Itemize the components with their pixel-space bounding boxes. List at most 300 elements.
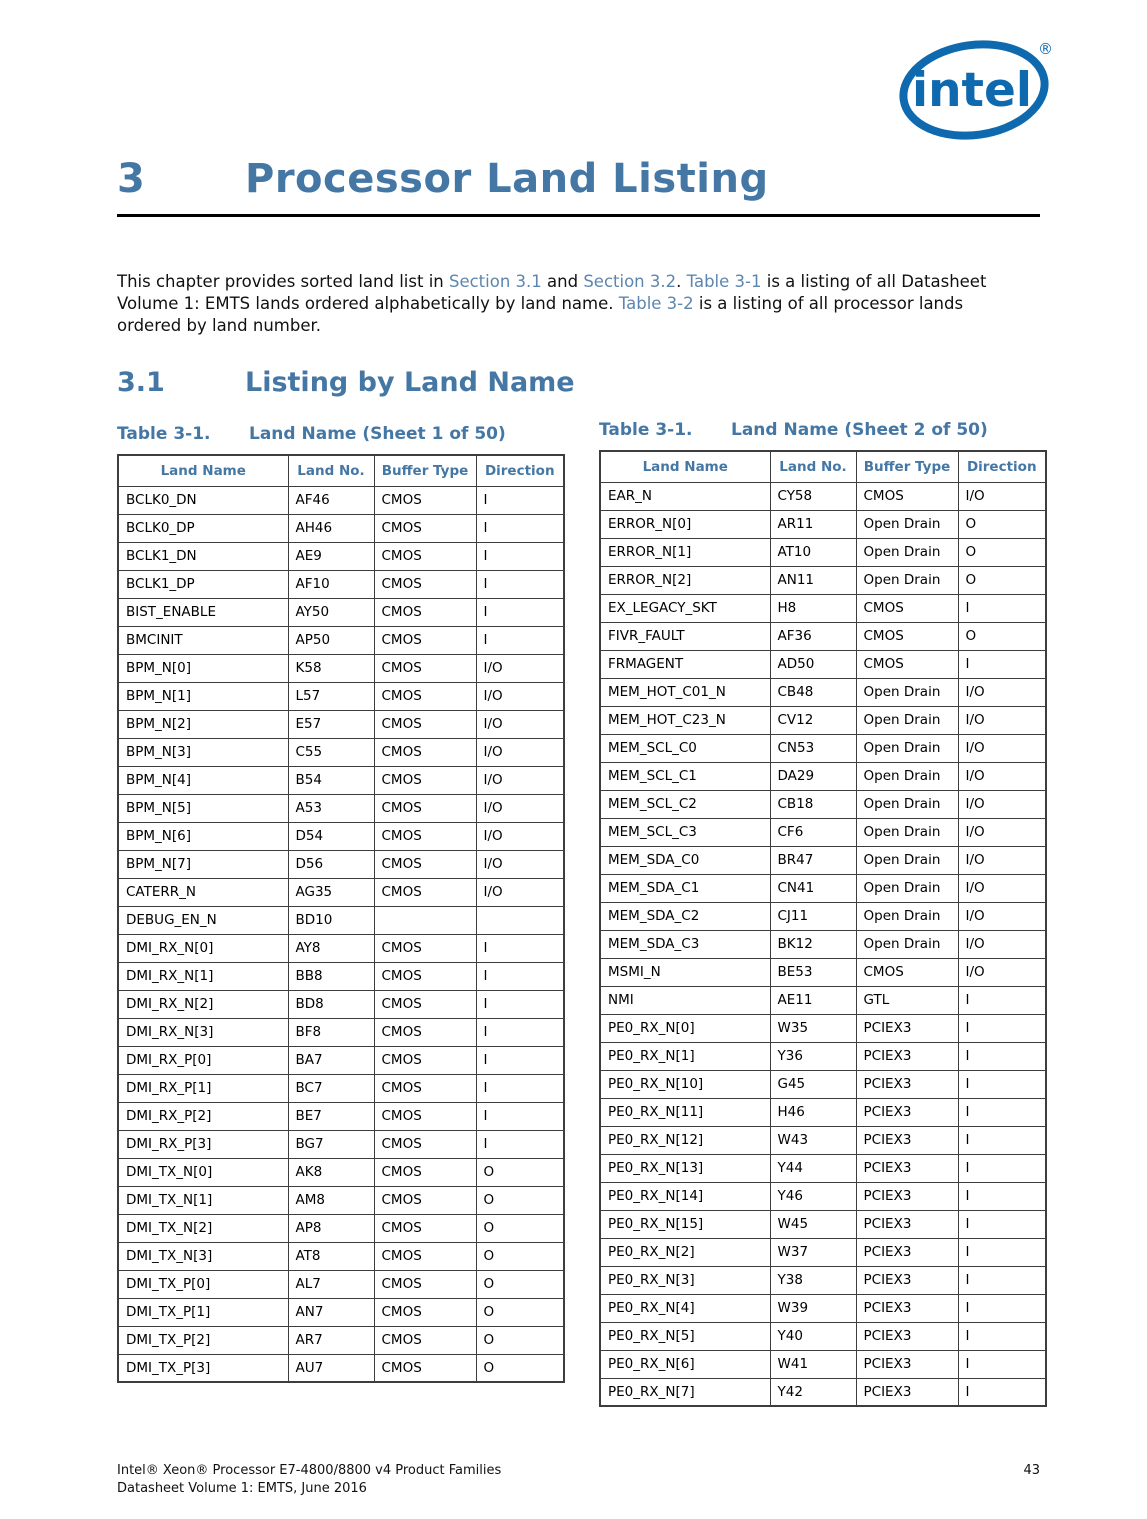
table-cell: CMOS: [374, 486, 476, 514]
table-cell: PE0_RX_N[13]: [600, 1154, 770, 1182]
table-row: [600, 510, 1046, 538]
table-cell: Open Drain: [856, 566, 958, 594]
table-row: [118, 766, 564, 794]
table-cell: L57: [288, 682, 374, 710]
table-cell: CMOS: [374, 1074, 476, 1102]
table-cell: BPM_N[3]: [118, 738, 288, 766]
table-cell: I: [958, 1378, 1046, 1406]
table-cell: AR7: [288, 1326, 374, 1354]
table-row: [600, 1266, 1046, 1294]
table-cell: BPM_N[4]: [118, 766, 288, 794]
table-cell: W39: [770, 1294, 856, 1322]
table-cell: PCIEX3: [856, 1210, 958, 1238]
table-row: [600, 1378, 1046, 1406]
table-cell: CMOS: [374, 990, 476, 1018]
table-cell: CB18: [770, 790, 856, 818]
table-row: [600, 1070, 1046, 1098]
table-cell: PE0_RX_N[11]: [600, 1098, 770, 1126]
column-header: Direction: [476, 455, 564, 486]
table-cell: CMOS: [374, 1186, 476, 1214]
table-cell: H46: [770, 1098, 856, 1126]
table-cell: PCIEX3: [856, 1322, 958, 1350]
table-cell: BCLK1_DP: [118, 570, 288, 598]
table-cell: AN7: [288, 1298, 374, 1326]
table-row: [118, 1046, 564, 1074]
table-cell: PE0_RX_N[6]: [600, 1350, 770, 1378]
table-row: [600, 538, 1046, 566]
table-cell: Y36: [770, 1042, 856, 1070]
table-cell: I: [476, 1130, 564, 1158]
table-row: [118, 1018, 564, 1046]
table-row: [118, 1326, 564, 1354]
table-row: [600, 1042, 1046, 1070]
table-cell: I/O: [958, 902, 1046, 930]
table-cell: EAR_N: [600, 482, 770, 510]
table-cell: Open Drain: [856, 930, 958, 958]
registered-mark: ®: [1038, 40, 1053, 58]
table-cell: CB48: [770, 678, 856, 706]
table-cell: DMI_RX_N[2]: [118, 990, 288, 1018]
table-cell: AP50: [288, 626, 374, 654]
table-cell: BCLK0_DN: [118, 486, 288, 514]
table-row: [118, 794, 564, 822]
table-cell: BPM_N[7]: [118, 850, 288, 878]
table-row: [118, 1074, 564, 1102]
table-cell: FIVR_FAULT: [600, 622, 770, 650]
table-cell: CMOS: [374, 962, 476, 990]
intel-logo-graphic: [898, 34, 1054, 142]
table-cell: Open Drain: [856, 902, 958, 930]
table-cell: MEM_HOT_C01_N: [600, 678, 770, 706]
table-cell: I/O: [958, 790, 1046, 818]
table-row: [118, 1186, 564, 1214]
table-cell: BE7: [288, 1102, 374, 1130]
table-2-caption: [599, 420, 1047, 440]
table-cell: Y46: [770, 1182, 856, 1210]
table-cell: MEM_HOT_C23_N: [600, 706, 770, 734]
section-number: 3.1: [117, 367, 165, 398]
table-cell: Open Drain: [856, 818, 958, 846]
link-section-3-1[interactable]: Section 3.1: [448, 272, 542, 291]
table-cell: CMOS: [374, 822, 476, 850]
table-cell: PCIEX3: [856, 1014, 958, 1042]
table-cell: CMOS: [374, 1242, 476, 1270]
table-cell: Open Drain: [856, 510, 958, 538]
table-row: [118, 850, 564, 878]
table-cell: I: [476, 934, 564, 962]
table-cell: I/O: [476, 850, 564, 878]
table-cell: BK12: [770, 930, 856, 958]
table-cell: Open Drain: [856, 706, 958, 734]
table-cell: Open Drain: [856, 734, 958, 762]
table-cell: D54: [288, 822, 374, 850]
table-cell: CMOS: [374, 878, 476, 906]
table-cell: CMOS: [856, 594, 958, 622]
table-cell: CMOS: [374, 1270, 476, 1298]
table-cell: PCIEX3: [856, 1182, 958, 1210]
table-cell: AT8: [288, 1242, 374, 1270]
table-cell: Y38: [770, 1266, 856, 1294]
tables-row: [117, 420, 1147, 1407]
land-name-table-sheet-2: [599, 450, 1047, 1407]
table-row: [118, 682, 564, 710]
table-cell: I: [958, 986, 1046, 1014]
table-cell: CMOS: [374, 1018, 476, 1046]
section-title: Listing by Land Name: [245, 367, 575, 398]
table-cell: CMOS: [374, 1326, 476, 1354]
table-cell: AF46: [288, 486, 374, 514]
table-cell: DMI_RX_N[1]: [118, 962, 288, 990]
table-cell: GTL: [856, 986, 958, 1014]
table-row: [600, 1098, 1046, 1126]
table-cell: MEM_SCL_C3: [600, 818, 770, 846]
table-cell: I: [958, 1238, 1046, 1266]
table-cell: BCLK0_DP: [118, 514, 288, 542]
table-row: [118, 710, 564, 738]
table-row: [118, 570, 564, 598]
chapter-number: 3: [117, 156, 145, 202]
table-cell: Y42: [770, 1378, 856, 1406]
table-row: [118, 598, 564, 626]
header-row: [118, 455, 564, 486]
column-header: Buffer Type: [856, 451, 958, 482]
table-cell: CMOS: [374, 654, 476, 682]
table-row: [118, 962, 564, 990]
table-cell: PE0_RX_N[12]: [600, 1126, 770, 1154]
table-1-title: Land Name (Sheet 1 of 50): [249, 424, 506, 444]
table-cell: PCIEX3: [856, 1266, 958, 1294]
table-cell: O: [476, 1298, 564, 1326]
table-cell: CJ11: [770, 902, 856, 930]
table-cell: PCIEX3: [856, 1070, 958, 1098]
table-cell: I: [476, 542, 564, 570]
table-row: [600, 566, 1046, 594]
footer-line-2: Datasheet Volume 1: EMTS, June 2016: [117, 1481, 367, 1496]
table-cell: I/O: [476, 794, 564, 822]
table-cell: E57: [288, 710, 374, 738]
table-cell: CV12: [770, 706, 856, 734]
table-cell: ERROR_N[1]: [600, 538, 770, 566]
table-cell: I: [476, 1046, 564, 1074]
table-row: [600, 902, 1046, 930]
table-cell: I: [476, 990, 564, 1018]
table-row: [600, 622, 1046, 650]
table-row: [118, 1214, 564, 1242]
table-row: [600, 818, 1046, 846]
table-cell: BG7: [288, 1130, 374, 1158]
table-cell: I: [958, 1210, 1046, 1238]
table-row: [118, 654, 564, 682]
intro-text: This chapter provides sorted land list in: [117, 272, 449, 291]
intro-text: .: [676, 272, 687, 291]
table-row: [118, 1354, 564, 1382]
table-sheet-2: [599, 420, 1047, 1407]
table-cell: CMOS: [374, 1354, 476, 1382]
table-row: [600, 846, 1046, 874]
table-cell: BD10: [288, 906, 374, 934]
table-cell: AH46: [288, 514, 374, 542]
table-cell: DMI_RX_P[3]: [118, 1130, 288, 1158]
table-cell: O: [958, 566, 1046, 594]
table-cell: BPM_N[5]: [118, 794, 288, 822]
table-cell: AE11: [770, 986, 856, 1014]
table-cell: O: [476, 1158, 564, 1186]
table-cell: AY8: [288, 934, 374, 962]
table-cell: I: [476, 570, 564, 598]
table-cell: I: [476, 1018, 564, 1046]
table-cell: I: [476, 514, 564, 542]
table-cell: BCLK1_DN: [118, 542, 288, 570]
table-cell: I/O: [476, 738, 564, 766]
table-cell: PE0_RX_N[0]: [600, 1014, 770, 1042]
table-cell: I/O: [958, 734, 1046, 762]
table-cell: I: [958, 1154, 1046, 1182]
table-cell: MSMI_N: [600, 958, 770, 986]
table-cell: O: [476, 1354, 564, 1382]
table-row: [118, 934, 564, 962]
table-cell: I: [958, 1266, 1046, 1294]
table-row: [600, 734, 1046, 762]
table-row: [118, 1158, 564, 1186]
table-cell: PE0_RX_N[3]: [600, 1266, 770, 1294]
table-cell: CMOS: [374, 794, 476, 822]
intro-text: is a listing of all processor lands ordered by land number.: [117, 294, 964, 335]
table-cell: CATERR_N: [118, 878, 288, 906]
table-cell: PCIEX3: [856, 1042, 958, 1070]
table-row: [600, 706, 1046, 734]
table-cell: CMOS: [374, 710, 476, 738]
table-cell: AU7: [288, 1354, 374, 1382]
table-cell: AF10: [288, 570, 374, 598]
table-cell: PE0_RX_N[15]: [600, 1210, 770, 1238]
table-cell: CMOS: [374, 1298, 476, 1326]
table-cell: CMOS: [856, 482, 958, 510]
table-cell: CMOS: [374, 626, 476, 654]
table-cell: BD8: [288, 990, 374, 1018]
table-row: [600, 1182, 1046, 1210]
column-header: Buffer Type: [374, 455, 476, 486]
table-sheet-1: [117, 424, 565, 1383]
table-row: [600, 958, 1046, 986]
table-cell: I: [958, 1098, 1046, 1126]
table-cell: AR11: [770, 510, 856, 538]
table-cell: AG35: [288, 878, 374, 906]
table-cell: DEBUG_EN_N: [118, 906, 288, 934]
table-row: [118, 738, 564, 766]
table-row: [600, 1238, 1046, 1266]
table-cell: PCIEX3: [856, 1350, 958, 1378]
table-cell: I/O: [958, 846, 1046, 874]
intro-text: and: [541, 272, 584, 291]
intel-logo-text: intel: [911, 63, 1033, 118]
table-cell: I/O: [958, 930, 1046, 958]
table-row: [600, 1210, 1046, 1238]
table-cell: Open Drain: [856, 538, 958, 566]
table-cell: BB8: [288, 962, 374, 990]
table-row: [600, 678, 1046, 706]
table-cell: PE0_RX_N[14]: [600, 1182, 770, 1210]
table-cell: I: [476, 1102, 564, 1130]
table-cell: BMCINIT: [118, 626, 288, 654]
table-cell: I: [476, 1074, 564, 1102]
intro-text: is a listing of all Datasheet Volume 1: EMTS lands ordered alphabetically by land name.: [117, 272, 987, 313]
table-cell: PCIEX3: [856, 1378, 958, 1406]
table-cell: I: [476, 486, 564, 514]
table-cell: MEM_SDA_C1: [600, 874, 770, 902]
table-cell: I: [958, 650, 1046, 678]
table-cell: PE0_RX_N[10]: [600, 1070, 770, 1098]
table-cell: I: [958, 1126, 1046, 1154]
table-cell: B54: [288, 766, 374, 794]
link-table-3-1[interactable]: Table 3-1: [686, 272, 762, 291]
intro-paragraph: [117, 271, 1029, 337]
table-cell: I/O: [476, 682, 564, 710]
table-row: [600, 930, 1046, 958]
table-cell: I: [958, 1042, 1046, 1070]
table-cell: CMOS: [856, 958, 958, 986]
table-row: [600, 594, 1046, 622]
table-row: [600, 1350, 1046, 1378]
table-row: [118, 822, 564, 850]
table-cell: DMI_TX_P[0]: [118, 1270, 288, 1298]
table-row: [600, 1294, 1046, 1322]
table-row: [600, 1126, 1046, 1154]
table-cell: DMI_TX_N[1]: [118, 1186, 288, 1214]
table-row: [600, 1322, 1046, 1350]
table-row: [600, 482, 1046, 510]
table-1-caption: [117, 424, 565, 444]
table-row: [118, 486, 564, 514]
table-cell: H8: [770, 594, 856, 622]
table-row: [118, 1242, 564, 1270]
table-cell: MEM_SDA_C3: [600, 930, 770, 958]
table-cell: NMI: [600, 986, 770, 1014]
table-cell: I/O: [958, 762, 1046, 790]
table-cell: MEM_SCL_C0: [600, 734, 770, 762]
table-cell: K58: [288, 654, 374, 682]
table-cell: I/O: [958, 818, 1046, 846]
table-cell: CMOS: [374, 1158, 476, 1186]
table-cell: I/O: [958, 958, 1046, 986]
table-cell: AE9: [288, 542, 374, 570]
table-cell: AP8: [288, 1214, 374, 1242]
footer-document-info: [117, 1462, 501, 1498]
table-cell: BPM_N[6]: [118, 822, 288, 850]
link-section-3-2[interactable]: Section 3.2: [583, 272, 677, 291]
table-cell: MEM_SCL_C1: [600, 762, 770, 790]
table-cell: DMI_TX_P[2]: [118, 1326, 288, 1354]
column-header: Land Name: [118, 455, 288, 486]
table-cell: EX_LEGACY_SKT: [600, 594, 770, 622]
table-cell: AM8: [288, 1186, 374, 1214]
column-header: Land No.: [288, 455, 374, 486]
table-cell: W45: [770, 1210, 856, 1238]
table-cell: AF36: [770, 622, 856, 650]
table-cell: CMOS: [856, 650, 958, 678]
table-cell: PCIEX3: [856, 1154, 958, 1182]
table-cell: I/O: [958, 874, 1046, 902]
column-header: Land No.: [770, 451, 856, 482]
table-cell: AL7: [288, 1270, 374, 1298]
table-cell: BA7: [288, 1046, 374, 1074]
table-row: [600, 650, 1046, 678]
table-cell: G45: [770, 1070, 856, 1098]
table-cell: CF6: [770, 818, 856, 846]
table-cell: W41: [770, 1350, 856, 1378]
table-row: [118, 514, 564, 542]
table-cell: I/O: [476, 710, 564, 738]
table-cell: DMI_RX_P[1]: [118, 1074, 288, 1102]
table-cell: BPM_N[1]: [118, 682, 288, 710]
link-table-3-2[interactable]: Table 3-2: [618, 294, 694, 313]
header-row: [600, 451, 1046, 482]
table-cell: MEM_SDA_C2: [600, 902, 770, 930]
table-1-label: Table 3-1.: [117, 424, 211, 444]
table-cell: DMI_RX_N[0]: [118, 934, 288, 962]
page-number: 43: [1023, 1463, 1040, 1478]
page-footer: [117, 1462, 1040, 1498]
table-cell: W43: [770, 1126, 856, 1154]
table-cell: Y40: [770, 1322, 856, 1350]
table-cell: O: [476, 1214, 564, 1242]
table-cell: Open Drain: [856, 678, 958, 706]
table-cell: PE0_RX_N[4]: [600, 1294, 770, 1322]
table-row: [118, 878, 564, 906]
table-cell: I: [958, 1014, 1046, 1042]
table-cell: W37: [770, 1238, 856, 1266]
table-cell: PE0_RX_N[5]: [600, 1322, 770, 1350]
table-cell: CMOS: [374, 598, 476, 626]
table-row: [118, 990, 564, 1018]
table-cell: CMOS: [374, 1214, 476, 1242]
table-cell: BF8: [288, 1018, 374, 1046]
table-cell: O: [476, 1326, 564, 1354]
table-cell: AK8: [288, 1158, 374, 1186]
table-cell: [476, 906, 564, 934]
table-cell: I/O: [958, 482, 1046, 510]
table-cell: I/O: [476, 654, 564, 682]
table-cell: FRMAGENT: [600, 650, 770, 678]
table-cell: DMI_TX_P[3]: [118, 1354, 288, 1382]
table-cell: I/O: [476, 822, 564, 850]
table-cell: BR47: [770, 846, 856, 874]
table-cell: CMOS: [374, 766, 476, 794]
table-row: [118, 1298, 564, 1326]
table-cell: DMI_TX_P[1]: [118, 1298, 288, 1326]
table-cell: I: [958, 1294, 1046, 1322]
table-cell: PCIEX3: [856, 1098, 958, 1126]
column-header: Direction: [958, 451, 1046, 482]
table-row: [600, 762, 1046, 790]
table-cell: I: [958, 1322, 1046, 1350]
table-cell: ERROR_N[2]: [600, 566, 770, 594]
table-cell: I: [476, 598, 564, 626]
table-cell: CMOS: [374, 738, 476, 766]
table-2-title: Land Name (Sheet 2 of 50): [731, 420, 988, 440]
table-row: [600, 874, 1046, 902]
table-cell: I: [958, 1182, 1046, 1210]
table-cell: MEM_SCL_C2: [600, 790, 770, 818]
table-cell: DMI_RX_N[3]: [118, 1018, 288, 1046]
table-cell: Y44: [770, 1154, 856, 1182]
table-cell: I: [958, 1350, 1046, 1378]
table-cell: PE0_RX_N[1]: [600, 1042, 770, 1070]
table-cell: BPM_N[2]: [118, 710, 288, 738]
table-cell: C55: [288, 738, 374, 766]
table-cell: A53: [288, 794, 374, 822]
table-cell: Open Drain: [856, 846, 958, 874]
section-heading: [117, 367, 1147, 398]
